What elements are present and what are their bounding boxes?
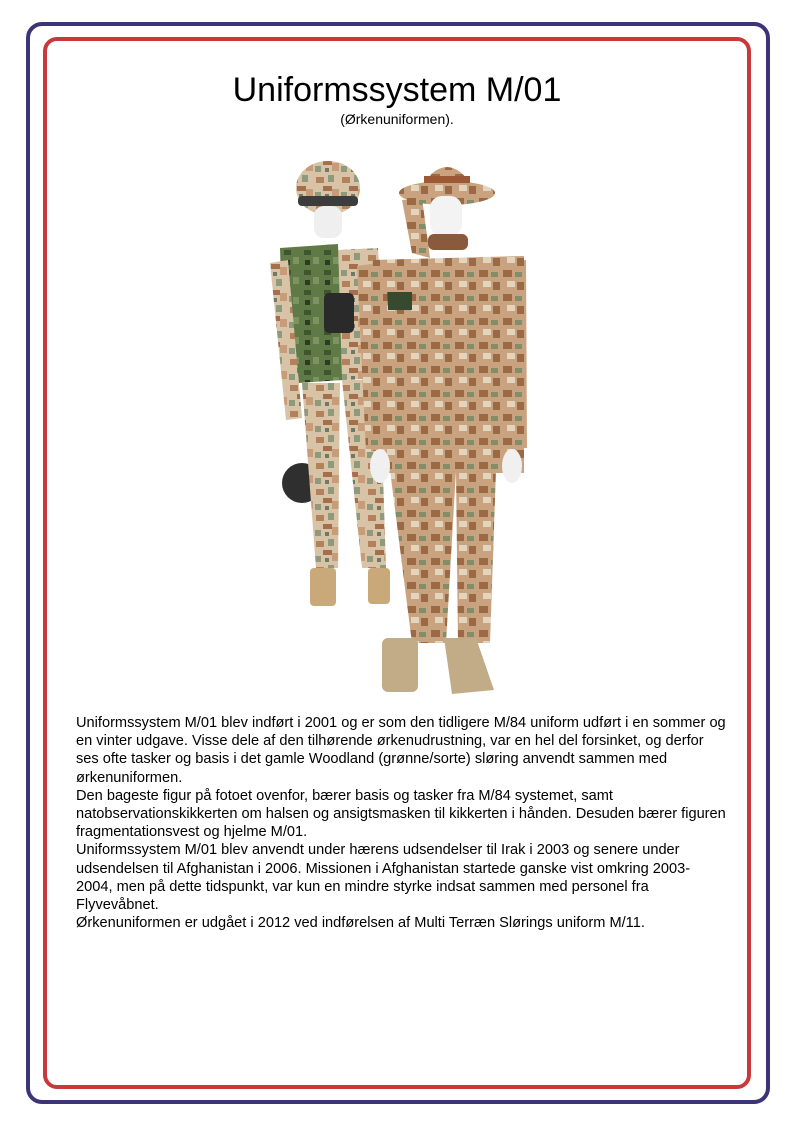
body-text — [76, 714, 726, 932]
uniform-mannequins-photo — [262, 148, 537, 704]
paragraph-photo-description: Den bageste figur på fotoet ovenfor, bærer basis og tasker fra M/84 systemet, samt natobservationskikkerten om halsen og ansigtsmasken til kikkerten i hånden. Desuden bærer figuren fragmentationsvest og hjelme M/01. — [76, 787, 726, 841]
page-title: Uniformssystem M/01 — [232, 71, 562, 109]
page-subtitle: (Ørkenuniformen). — [340, 111, 454, 127]
front-figure — [357, 167, 527, 694]
paragraph-retirement: Ørkenuniformen er udgået i 2012 ved indførelsen af Multi Terræn Slørings uniform M/11. — [76, 915, 645, 932]
paragraph-deployments: Uniformssystem M/01 blev anvendt under hærens udsendelser til Irak i 2003 og senere under udsendelsen til Afghanistan i 2006. Missionen i Afghanistan startede ganske vist omkring 2003-2004, men på dette tidspunkt, var kun en mindre styrke indsat sammen med personel fra Flyvevåbnet. — [76, 842, 691, 914]
paragraph-introduction: Uniformssystem M/01 blev indført i 2001 og er som den tidligere M/84 uniform udført i en sommer og en vinter udgave. Visse dele af den tilhørende ørkenudrustning, var en hel del forsinket, og derfor ses ofte tasker og basis i det gamle Woodland (grønne/sorte) sløring anvendt sammen med ørkenuniformen. — [76, 715, 726, 786]
